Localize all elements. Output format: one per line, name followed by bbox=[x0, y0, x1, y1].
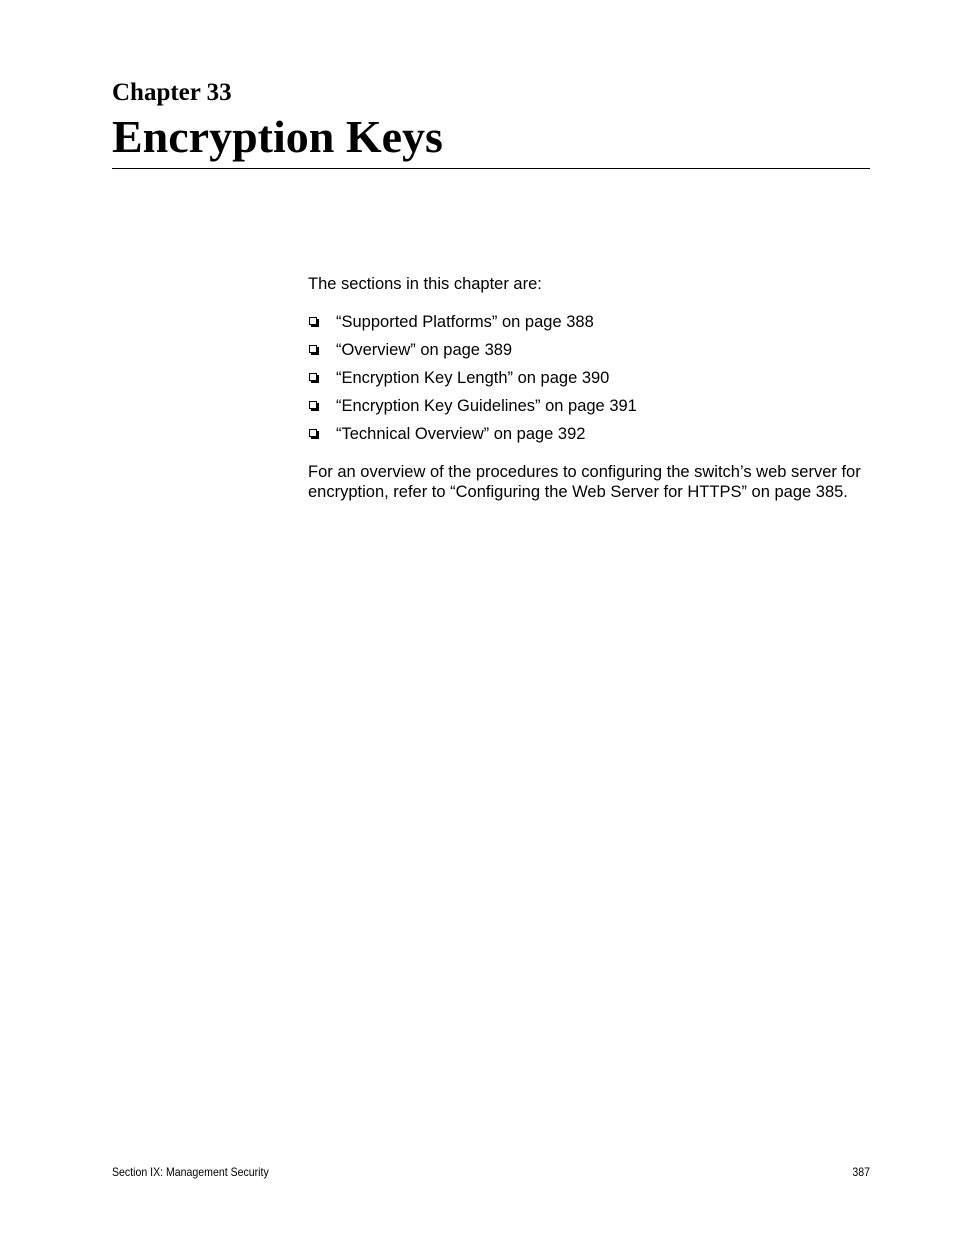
checkbox-bullet-icon bbox=[309, 317, 317, 325]
section-link[interactable]: “Overview” on page 389 bbox=[336, 341, 513, 359]
list-item bbox=[308, 396, 870, 424]
section-link[interactable]: “Encryption Key Length” on page 390 bbox=[336, 369, 610, 387]
section-link[interactable]: “Supported Platforms” on page 388 bbox=[336, 313, 594, 331]
footer-section-title: Section IX: Management Security bbox=[112, 1165, 269, 1179]
list-item bbox=[308, 424, 870, 444]
chapter-title: Encryption Keys bbox=[112, 111, 443, 162]
checkbox-bullet-icon bbox=[309, 429, 317, 437]
title-divider bbox=[112, 168, 870, 169]
section-link[interactable]: “Encryption Key Guidelines” on page 391 bbox=[336, 397, 637, 415]
chapter-label: Chapter 33 bbox=[112, 79, 232, 106]
section-list bbox=[308, 312, 870, 444]
closing-paragraph: For an overview of the procedures to configuring the switch’s web server for encryption, refer to “Configuring the Web Server for HTTPS” on page 385. bbox=[308, 463, 861, 501]
checkbox-bullet-icon bbox=[309, 373, 317, 381]
chapter-body bbox=[308, 274, 870, 502]
intro-text: The sections in this chapter are: bbox=[308, 275, 542, 293]
checkbox-bullet-icon bbox=[309, 401, 317, 409]
footer-page-number: 387 bbox=[852, 1165, 870, 1179]
list-item bbox=[308, 312, 870, 340]
list-item bbox=[308, 340, 870, 368]
section-link[interactable]: “Technical Overview” on page 392 bbox=[336, 425, 586, 443]
list-item bbox=[308, 368, 870, 396]
checkbox-bullet-icon bbox=[309, 345, 317, 353]
